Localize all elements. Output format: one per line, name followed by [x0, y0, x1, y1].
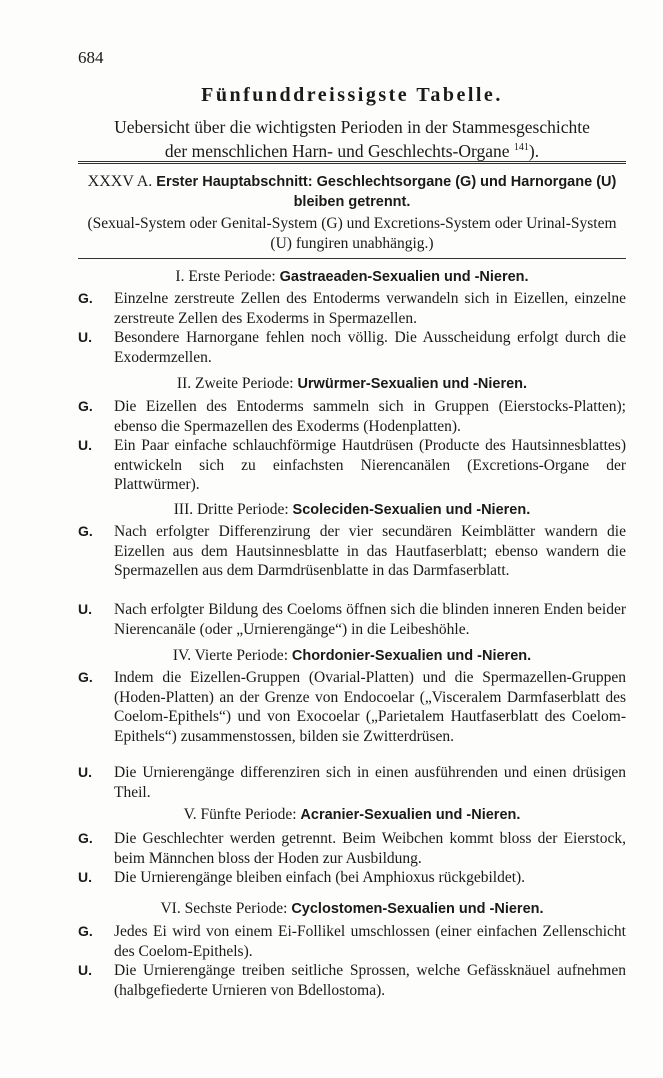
period-g-entry: G. Indem die Eizellen-Gruppen (Ovarial-Platten) und die Spermazellen-Gruppen (Hoden-Platten) an der Grenze von Endocoelar („Visceralem Darmfaserblatt des Coelom-Epithels“) und von Exocoelar („Parietalem Hautfaserblatt des Coelom-Epithels“) zusammenstossen, bilden sie Zwitterdrüsen. — [78, 669, 626, 745]
period-heading: IV. Vierte Periode: Chordonier-Sexualien und -Nieren. — [172, 647, 532, 664]
period-g-entry: G. Nach erfolgter Differenzirung der vier secundären Keimblätter wandern die Eizellen aus dem Hautsinnesblatte in das Hautfaserblatt; ebenso wandern die Spermazellen aus dem Darmdrüsenblatte in das Darmfaserblatt. — [78, 523, 626, 579]
period-heading: I. Erste Periode: Gastraeaden-Sexualien und -Nieren. — [175, 268, 529, 285]
section-rule — [78, 258, 626, 259]
footnote-reference: 141 — [513, 142, 529, 153]
period-g-entry: G. Einzelne zerstreute Zellen des Entoderms verwandeln sich in Eizellen, einzelne zerstreute Zellen des Exoderms in Spermazellen. — [78, 290, 626, 327]
period-u-entry: U. Die Urnierengänge bleiben einfach (bei Amphioxus rückgebildet). — [78, 869, 526, 886]
table-title: Fünfunddreissigste Tabelle. — [201, 84, 503, 106]
section-title: Erster Hauptabschnitt: Geschlechtsorgane (G) und Harnorgane (U) bleiben getrennt. — [156, 174, 617, 210]
period-u-entry: U. Besondere Harnorgane fehlen noch völlig. Die Ausscheidung erfolgt durch die Exodermzellen. — [78, 329, 626, 366]
period-g-entry: G. Die Eizellen des Entoderms sammeln sich in Gruppen (Eierstocks-Platten); ebenso die Spermazellen des Exoderms (Hodenplatten). — [78, 398, 626, 435]
period-u-entry: U. Die Urnierengänge treiben seitliche Sprossen, welche Gefässknäuel aufnehmen (halbgefiederte Urnieren von Bdellostoma). — [78, 962, 626, 999]
section-number: XXXV A. — [87, 173, 153, 190]
period-heading: VI. Sechste Periode: Cyclostomen-Sexualien und -Nieren. — [160, 900, 544, 917]
period-heading: V. Fünfte Periode: Acranier-Sexualien und -Nieren. — [183, 806, 521, 823]
section-heading — [78, 172, 626, 212]
period-heading: III. Dritte Periode: Scoleciden-Sexualien und -Nieren. — [173, 501, 531, 518]
period-u-entry: U. Die Urnierengänge differenziren sich in einen ausführenden und einen drüsigen Theil. — [78, 764, 626, 801]
section-note: (Sexual-System oder Genital-System (G) und Excretions-System oder Urinal-System (U) fungiren unabhängig.) — [87, 215, 617, 252]
double-rule — [78, 161, 626, 164]
period-g-entry: G. Jedes Ei wird von einem Ei-Follikel umschlossen (einer einfachen Zellenschicht des Coelom-Epithels). — [78, 923, 626, 960]
period-g-entry: G. Die Geschlechter werden getrennt. Beim Weibchen kommt bloss der Eierstock, beim Männchen bloss der Hoden zur Ausbildung. — [78, 830, 626, 867]
period-u-entry: U. Ein Paar einfache schlauchförmige Hautdrüsen (Producte des Hautsinnesblattes) entwickeln sich zu einfachsten Nierencanälen (Excretions-Organe der Plattwürmer). — [78, 437, 626, 493]
subtitle-line-1: Uebersicht über die wichtigsten Perioden in der Stammesgeschichte — [114, 117, 590, 137]
period-u-entry: U. Nach erfolgter Bildung des Coeloms öffnen sich die blinden inneren Enden beider Nierencanäle (oder „Urnierengänge“) in die Leibeshöhle. — [78, 601, 626, 638]
period-heading: II. Zweite Periode: Urwürmer-Sexualien und -Nieren. — [176, 375, 528, 392]
subtitle-line-2: der menschlichen Harn- und Geschlechts-Organe $^{141}$). — [164, 140, 540, 161]
page-number: 684 — [78, 48, 104, 67]
